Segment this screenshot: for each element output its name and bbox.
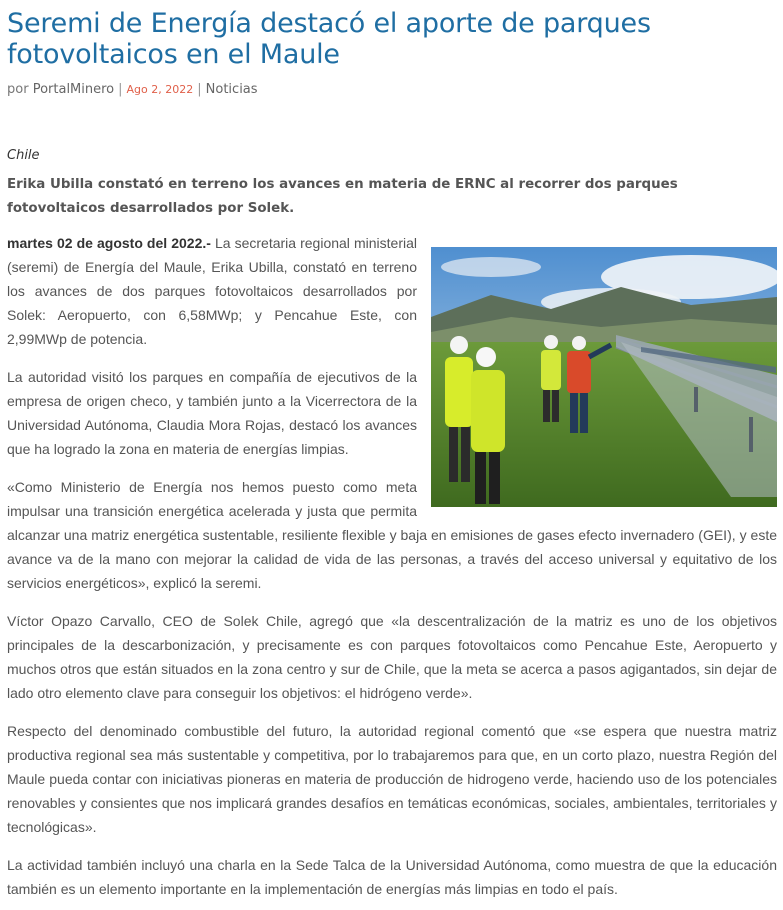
paragraph-2: La autoridad visitó los parques en compañía de ejecutivos de la empresa de origen checo, y también junto a la Vicerrectora de la Universidad Autónoma, Claudia Mora Rojas, destacó los avances que ha logrado la zona en materia de energías limpias. (7, 369, 417, 457)
meta-separator: | (118, 82, 123, 97)
paragraph-5: Respecto del denominado combustible del futuro, la autoridad regional comentó que «se espera que nuestra matriz productiva regional sea más sustentable y competitiva, por lo trabajaremos para que, en un corto plazo, nuestra Región del Maule pueda contar con iniciativas pioneras en materia de producción de hidrogeno verde, haciendo uso de los potenciales renovables y consientes que nos implicará grandes desafíos en temáticas económicas, sociales, ambientales, territoriales y tecnológicas». (7, 723, 777, 835)
paragraph-6: La actividad también incluyó una charla en la Sede Talca de la Universidad Autónoma, como muestra de que la educación también es un elemento importante en la implementación de energías más limpias en todo el país. (7, 857, 777, 897)
article-title: Seremi de Energía destacó el aporte de parques fotovoltaicos en el Maule (7, 8, 651, 70)
article-lead: Erika Ubilla constató en terreno los avances en materia de ERNC al recorrer dos parques fotovoltaicos desarrollados por Solek. (7, 177, 678, 216)
article-photo (431, 247, 777, 507)
dateline: martes 02 de agosto del 2022.- (7, 235, 211, 251)
meta-prefix: por (7, 82, 29, 97)
article-body (7, 231, 777, 901)
country-label: Chile (7, 148, 40, 163)
article-meta (7, 82, 777, 97)
category-link[interactable]: Noticias (205, 82, 258, 97)
paragraph-3: «Como Ministerio de Energía nos hemos puesto como meta impulsar una transición energética acelerada y justa que permita alcanzar una matriz energética sustentable, resiliente flexible y baja en emisiones de gases efecto invernadero (GEI), y este avance va de la mano con mejorar la calidad de vida de las personas, a través del acceso universal y equitativo de los servicios energéticos», explicó la seremi. (7, 479, 777, 591)
post-date: Ago 2, 2022 (126, 83, 194, 96)
paragraph-1-text: La secretaria regional ministerial (seremi) de Energía del Maule, Erika Ubilla, constató en terreno los avances de dos parques fotovoltaicos desarrollados por Solek: Aeropuerto, con 6,58MWp; y Pencahue Este, con 2,99MWp de potencia. (7, 235, 417, 347)
paragraph-4: Víctor Opazo Carvallo, CEO de Solek Chile, agregó que «la descentralización de la matriz es uno de los objetivos principales de la descarbonización, y precisamente es con parques fotovoltaicos como Pencahue Este, Aeropuerto y muchos otros que están situados en la zona centro y sur de Chile, que la meta se acerca a pasos agigantados, sin dejar de lado otro elemento clave para conseguir los objetivos: el hidrógeno verde». (7, 613, 777, 701)
meta-separator: | (197, 82, 202, 97)
author-link[interactable]: PortalMinero (32, 82, 115, 97)
